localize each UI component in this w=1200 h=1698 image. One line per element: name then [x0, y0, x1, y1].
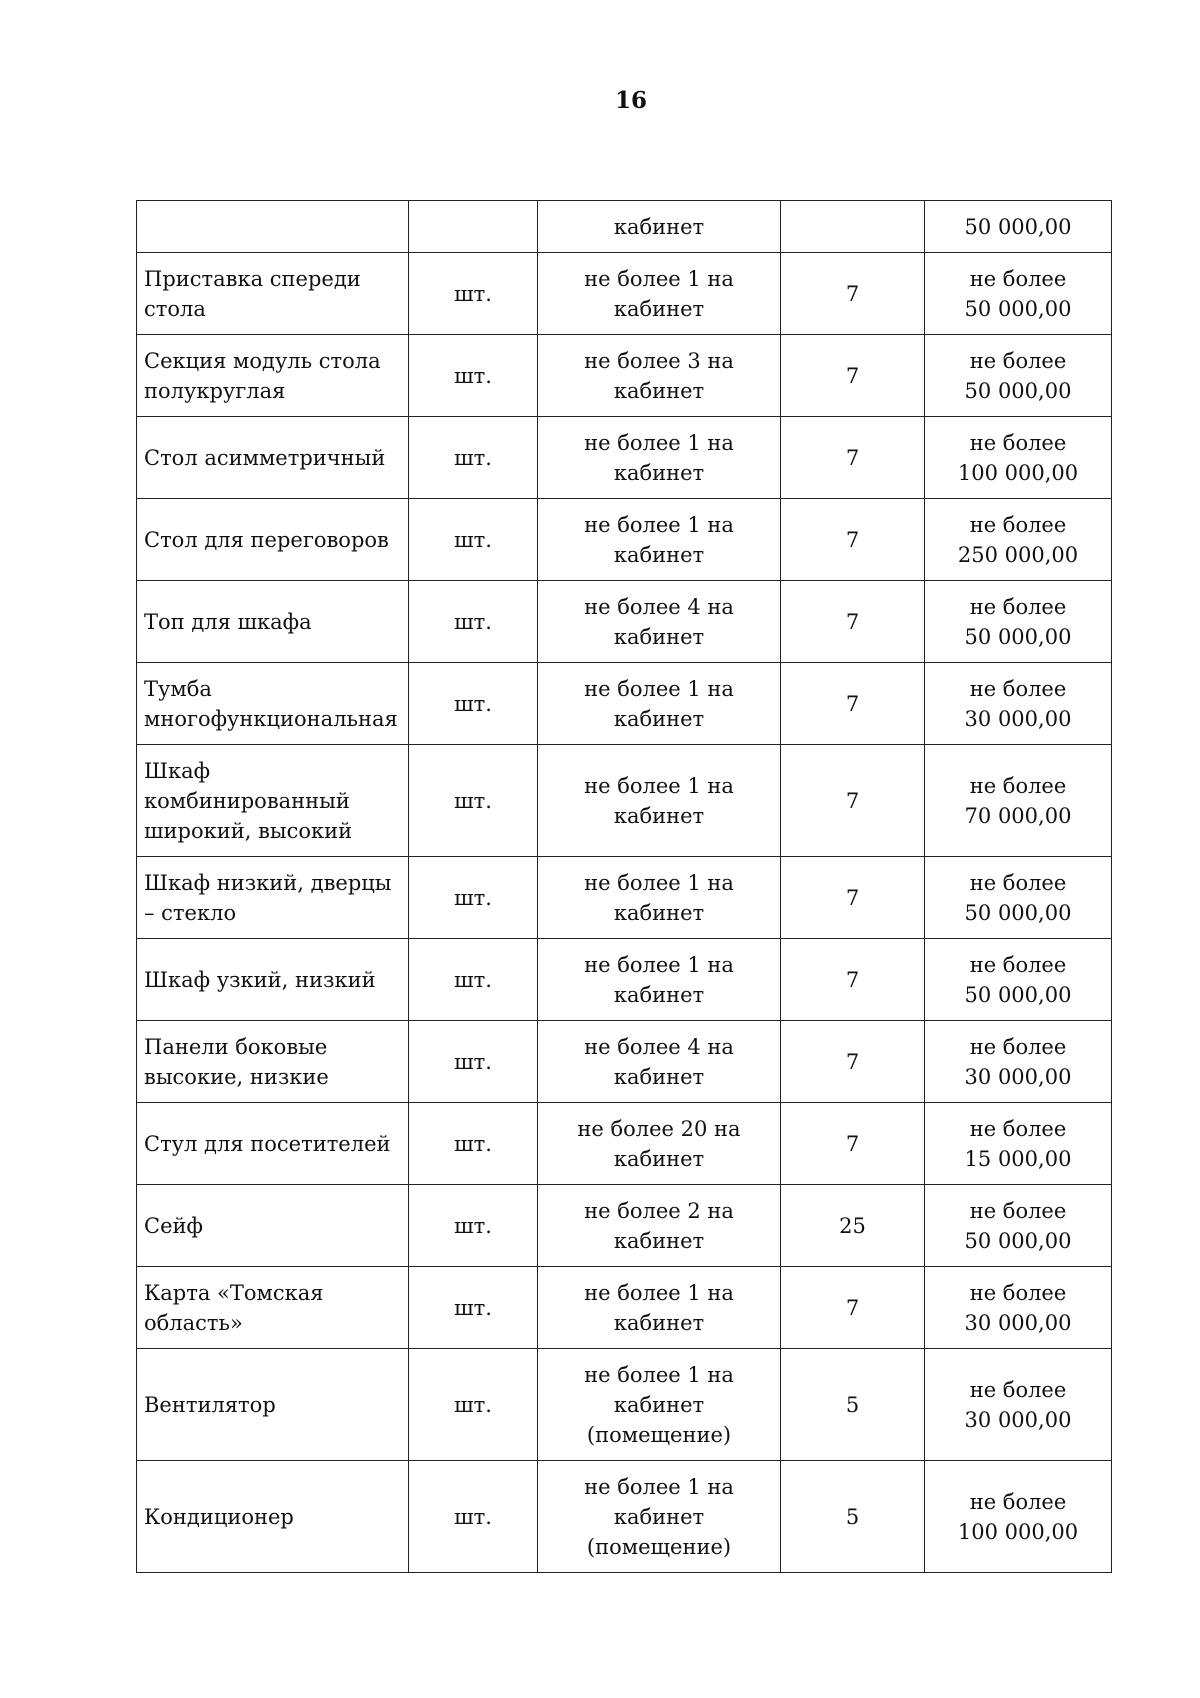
- table-row: [137, 253, 1112, 335]
- term-cell: 7: [781, 745, 925, 857]
- item-name-cell: Шкаф низкий, дверцы – стекло: [137, 857, 409, 939]
- unit-cell: шт.: [409, 581, 538, 663]
- item-name-cell: Приставка спереди стола: [137, 253, 409, 335]
- table-row: [137, 581, 1112, 663]
- item-name-cell: Секция модуль стола полукруглая: [137, 335, 409, 417]
- term-cell: 7: [781, 1267, 925, 1349]
- item-name-cell: Карта «Томская область»: [137, 1267, 409, 1349]
- quantity-cell: не более 1 на кабинет: [538, 253, 781, 335]
- price-cell: не более 100 000,00: [925, 417, 1112, 499]
- price-cell: не более 30 000,00: [925, 663, 1112, 745]
- price-cell: не более 50 000,00: [925, 939, 1112, 1021]
- quantity-cell: не более 1 на кабинет: [538, 499, 781, 581]
- item-name-cell: Тумба многофункциональная: [137, 663, 409, 745]
- quantity-cell: не более 2 на кабинет: [538, 1185, 781, 1267]
- term-cell: 5: [781, 1349, 925, 1461]
- price-cell: не более 30 000,00: [925, 1267, 1112, 1349]
- table-row: [137, 1021, 1112, 1103]
- quantity-cell: не более 20 на кабинет: [538, 1103, 781, 1185]
- quantity-cell: не более 1 на кабинет: [538, 663, 781, 745]
- term-cell: 25: [781, 1185, 925, 1267]
- item-name-cell: Панели боковые высокие, низкие: [137, 1021, 409, 1103]
- table-row: [137, 857, 1112, 939]
- unit-cell: шт.: [409, 1021, 538, 1103]
- table-row: [137, 745, 1112, 857]
- quantity-cell: не более 1 на кабинет: [538, 745, 781, 857]
- unit-cell: шт.: [409, 857, 538, 939]
- term-cell: 7: [781, 663, 925, 745]
- unit-cell: шт.: [409, 335, 538, 417]
- price-cell: 50 000,00: [925, 201, 1112, 253]
- quantity-cell: не более 1 на кабинет: [538, 857, 781, 939]
- price-cell: не более 30 000,00: [925, 1349, 1112, 1461]
- term-cell: 5: [781, 1461, 925, 1573]
- quantity-cell: не более 1 на кабинет: [538, 939, 781, 1021]
- item-name-cell: Вентилятор: [137, 1349, 409, 1461]
- table-row: [137, 1267, 1112, 1349]
- price-cell: не более 250 000,00: [925, 499, 1112, 581]
- item-name-cell: Шкаф комбинированный широкий, высокий: [137, 745, 409, 857]
- quantity-cell: не более 1 на кабинет (помещение): [538, 1461, 781, 1573]
- term-cell: 7: [781, 939, 925, 1021]
- table-row: [137, 1103, 1112, 1185]
- equipment-table: [136, 200, 1112, 1573]
- quantity-cell: не более 4 на кабинет: [538, 1021, 781, 1103]
- unit-cell: [409, 201, 538, 253]
- term-cell: 7: [781, 417, 925, 499]
- unit-cell: шт.: [409, 663, 538, 745]
- page-number: 16: [614, 87, 647, 114]
- table-row: [137, 1349, 1112, 1461]
- table-row: [137, 201, 1112, 253]
- term-cell: 7: [781, 1103, 925, 1185]
- quantity-cell: не более 4 на кабинет: [538, 581, 781, 663]
- item-name-cell: Сейф: [137, 1185, 409, 1267]
- unit-cell: шт.: [409, 253, 538, 335]
- term-cell: 7: [781, 253, 925, 335]
- table-row: [137, 939, 1112, 1021]
- item-name-cell: Стол для переговоров: [137, 499, 409, 581]
- item-name-cell: Стул для посетителей: [137, 1103, 409, 1185]
- quantity-cell: не более 1 на кабинет: [538, 417, 781, 499]
- unit-cell: шт.: [409, 417, 538, 499]
- price-cell: не более 50 000,00: [925, 1185, 1112, 1267]
- unit-cell: шт.: [409, 939, 538, 1021]
- price-cell: не более 30 000,00: [925, 1021, 1112, 1103]
- quantity-cell: не более 3 на кабинет: [538, 335, 781, 417]
- table-row: [137, 1185, 1112, 1267]
- table-row: [137, 417, 1112, 499]
- table-row: [137, 663, 1112, 745]
- price-cell: не более 50 000,00: [925, 335, 1112, 417]
- unit-cell: шт.: [409, 1103, 538, 1185]
- unit-cell: шт.: [409, 1185, 538, 1267]
- item-name-cell: Кондиционер: [137, 1461, 409, 1573]
- term-cell: 7: [781, 581, 925, 663]
- item-name-cell: Стол асимметричный: [137, 417, 409, 499]
- price-cell: не более 50 000,00: [925, 253, 1112, 335]
- table-row: [137, 335, 1112, 417]
- quantity-cell: кабинет: [538, 201, 781, 253]
- price-cell: не более 100 000,00: [925, 1461, 1112, 1573]
- term-cell: 7: [781, 1021, 925, 1103]
- quantity-cell: не более 1 на кабинет (помещение): [538, 1349, 781, 1461]
- price-cell: не более 70 000,00: [925, 745, 1112, 857]
- item-name-cell: Шкаф узкий, низкий: [137, 939, 409, 1021]
- price-cell: не более 50 000,00: [925, 857, 1112, 939]
- unit-cell: шт.: [409, 499, 538, 581]
- price-cell: не более 50 000,00: [925, 581, 1112, 663]
- unit-cell: шт.: [409, 1461, 538, 1573]
- item-name-cell: [137, 201, 409, 253]
- price-cell: не более 15 000,00: [925, 1103, 1112, 1185]
- term-cell: 7: [781, 857, 925, 939]
- table-row: [137, 1461, 1112, 1573]
- table-row: [137, 499, 1112, 581]
- unit-cell: шт.: [409, 1267, 538, 1349]
- quantity-cell: не более 1 на кабинет: [538, 1267, 781, 1349]
- unit-cell: шт.: [409, 1349, 538, 1461]
- term-cell: [781, 201, 925, 253]
- term-cell: 7: [781, 499, 925, 581]
- term-cell: 7: [781, 335, 925, 417]
- unit-cell: шт.: [409, 745, 538, 857]
- item-name-cell: Топ для шкафа: [137, 581, 409, 663]
